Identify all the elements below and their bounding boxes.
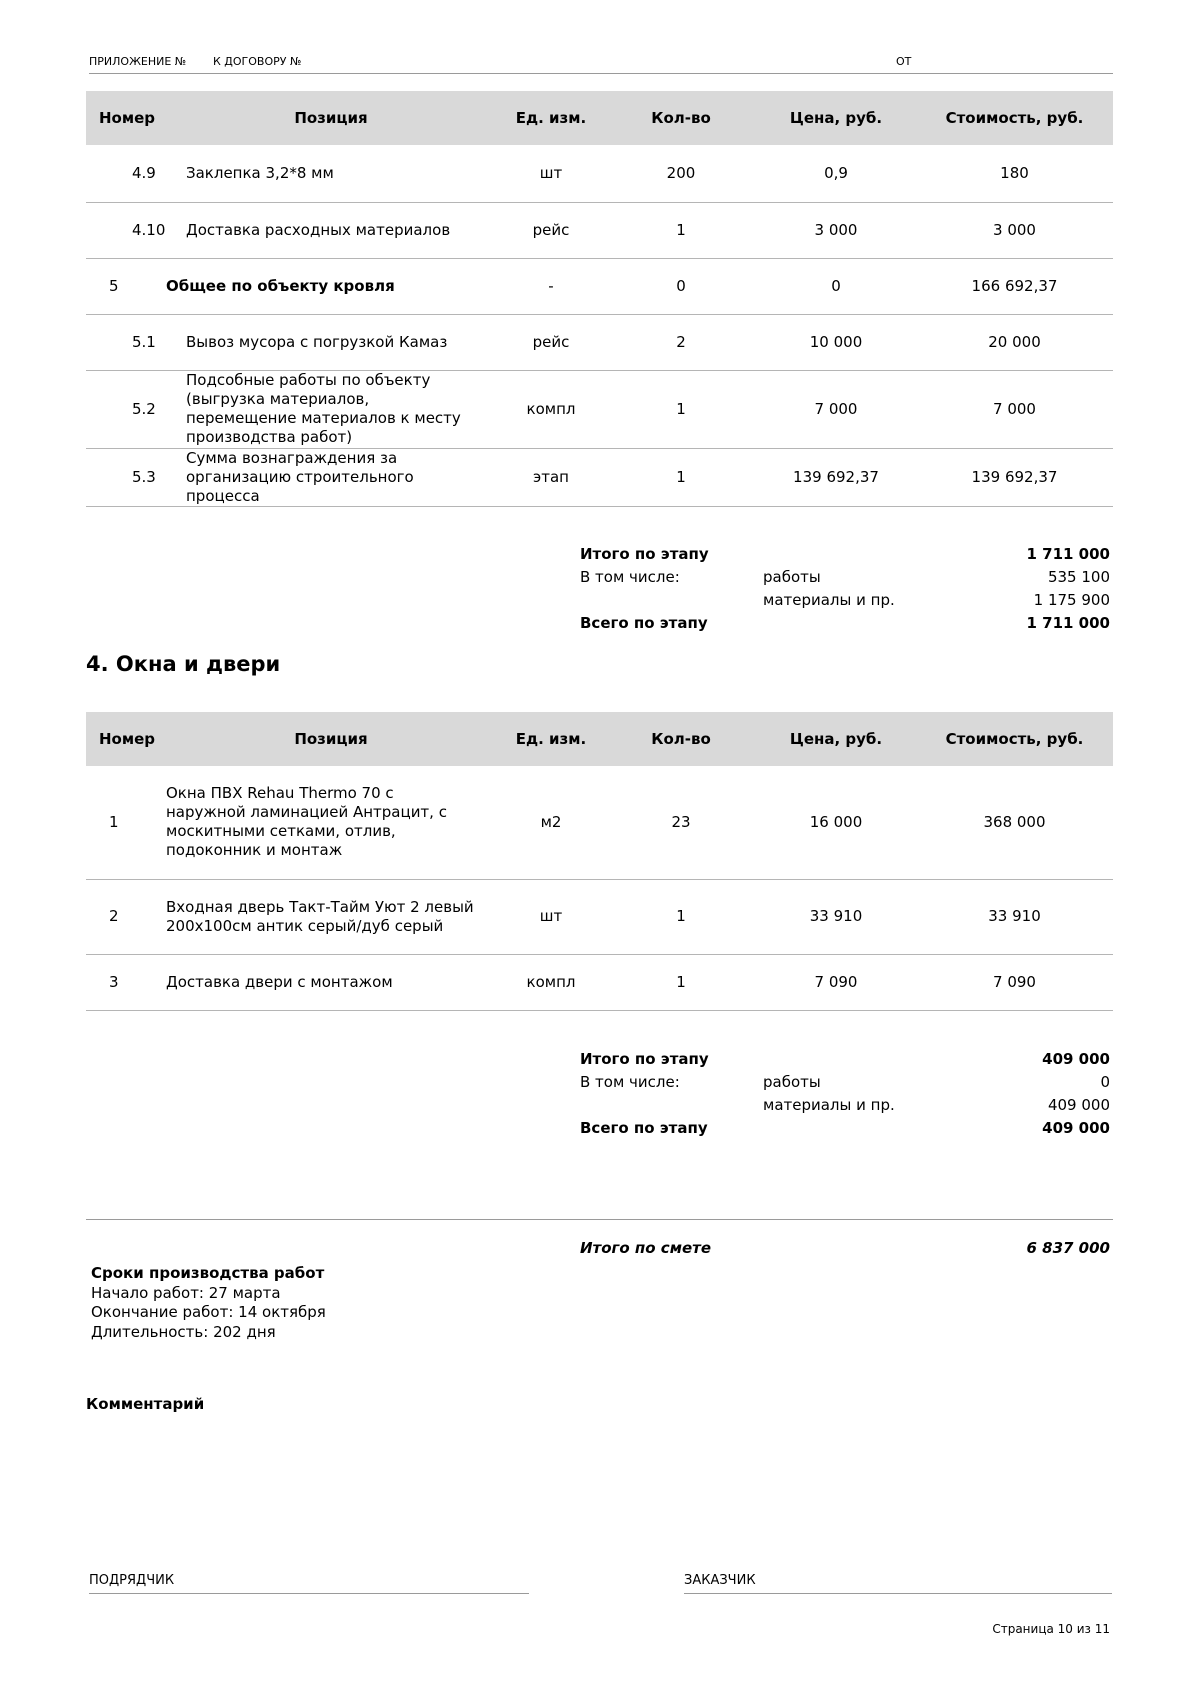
col-header-price: Цена, руб. xyxy=(756,91,916,145)
row-unit: шт xyxy=(496,145,606,202)
row-number: 5.2 xyxy=(86,370,166,448)
table-row xyxy=(86,954,1113,1010)
estimate-total-value: 6 837 000 xyxy=(1026,1239,1110,1257)
including-label: В том числе: xyxy=(580,568,680,586)
stage-total-label: Итого по этапу xyxy=(580,545,709,563)
row-number: 5.1 xyxy=(86,314,166,370)
row-number: 5 xyxy=(86,258,166,314)
row-position: Доставка расходных материалов xyxy=(166,202,496,258)
table-row xyxy=(86,314,1113,370)
row-unit: м2 xyxy=(496,766,606,879)
table-row xyxy=(86,766,1113,879)
row-position: Вывоз мусора с погрузкой Камаз xyxy=(166,314,496,370)
stage-summary-1 xyxy=(580,545,1110,637)
stage-grand-label: Всего по этапу xyxy=(580,614,708,632)
row-cost: 139 692,37 xyxy=(916,448,1113,506)
table-header-row xyxy=(86,91,1113,145)
table-row xyxy=(86,448,1113,506)
col-header-qty: Кол-во xyxy=(606,91,756,145)
works-value: 535 100 xyxy=(1047,568,1110,586)
row-qty: 1 xyxy=(606,202,756,258)
materials-label: материалы и пр. xyxy=(763,591,895,609)
row-position: Заклепка 3,2*8 мм xyxy=(166,145,496,202)
row-price: 3 000 xyxy=(756,202,916,258)
row-cost: 7 000 xyxy=(916,370,1113,448)
row-unit: - xyxy=(496,258,606,314)
col-header-position: Позиция xyxy=(166,712,496,766)
stage-total-label: Итого по этапу xyxy=(580,1050,709,1068)
row-number: 4.9 xyxy=(86,145,166,202)
row-cost: 33 910 xyxy=(916,879,1113,954)
row-price: 139 692,37 xyxy=(756,448,916,506)
table-row xyxy=(86,145,1113,202)
estimate-table-1 xyxy=(86,91,1113,507)
works-value: 0 xyxy=(1100,1073,1110,1091)
contractor-signature xyxy=(89,1573,529,1594)
row-qty: 1 xyxy=(606,954,756,1010)
work-terms xyxy=(91,1264,326,1342)
stage-summary-2 xyxy=(580,1050,1110,1142)
row-position: Входная дверь Такт-Тайм Уют 2 левый 200х100см антик серый/дуб серый xyxy=(166,879,496,954)
table-header-row xyxy=(86,712,1113,766)
col-header-cost: Стоимость, руб. xyxy=(916,712,1113,766)
materials-label: материалы и пр. xyxy=(763,1096,895,1114)
page-number: Страница 10 из 11 xyxy=(992,1622,1110,1636)
materials-value: 409 000 xyxy=(1047,1096,1110,1114)
row-number: 4.10 xyxy=(86,202,166,258)
row-cost: 180 xyxy=(916,145,1113,202)
row-price: 7 090 xyxy=(756,954,916,1010)
materials-value: 1 175 900 xyxy=(1033,591,1110,609)
col-header-qty: Кол-во xyxy=(606,712,756,766)
col-header-cost: Стоимость, руб. xyxy=(916,91,1113,145)
total-divider xyxy=(86,1219,1113,1220)
row-number: 2 xyxy=(86,879,166,954)
estimate-total-label: Итого по смете xyxy=(580,1239,712,1257)
col-header-price: Цена, руб. xyxy=(756,712,916,766)
col-header-unit: Ед. изм. xyxy=(496,91,606,145)
table-row xyxy=(86,370,1113,448)
row-position: Подсобные работы по объекту (выгрузка материалов, перемещение материалов к месту производства работ) xyxy=(166,370,496,448)
row-number: 1 xyxy=(86,766,166,879)
row-position: Общее по объекту кровля xyxy=(166,258,496,314)
col-header-number: Номер xyxy=(86,712,166,766)
stage-grand-value: 1 711 000 xyxy=(1026,614,1110,632)
row-qty: 0 xyxy=(606,258,756,314)
col-header-position: Позиция xyxy=(166,91,496,145)
works-label: работы xyxy=(763,1073,821,1091)
row-qty: 2 xyxy=(606,314,756,370)
work-start: Начало работ: 27 марта xyxy=(91,1283,281,1302)
contract-label: К ДОГОВОРУ № xyxy=(213,55,302,68)
row-unit: этап xyxy=(496,448,606,506)
row-price: 16 000 xyxy=(756,766,916,879)
col-header-number: Номер xyxy=(86,91,166,145)
row-unit: компл xyxy=(496,954,606,1010)
row-cost: 166 692,37 xyxy=(916,258,1113,314)
customer-signature xyxy=(684,1573,1112,1594)
col-header-unit: Ед. изм. xyxy=(496,712,606,766)
work-duration: Длительность: 202 дня xyxy=(91,1322,276,1341)
row-unit: рейс xyxy=(496,202,606,258)
estimate-total xyxy=(580,1239,1110,1257)
table-row-group-total xyxy=(86,258,1113,314)
row-qty: 1 xyxy=(606,879,756,954)
row-cost: 368 000 xyxy=(916,766,1113,879)
stage-total-value: 409 000 xyxy=(1042,1050,1110,1068)
works-label: работы xyxy=(763,568,821,586)
row-cost: 3 000 xyxy=(916,202,1113,258)
row-cost: 20 000 xyxy=(916,314,1113,370)
stage-grand-label: Всего по этапу xyxy=(580,1119,708,1137)
row-qty: 1 xyxy=(606,370,756,448)
row-price: 33 910 xyxy=(756,879,916,954)
date-from-label: ОТ xyxy=(896,55,912,68)
stage-grand-value: 409 000 xyxy=(1042,1119,1110,1137)
row-position: Доставка двери с монтажом xyxy=(166,954,496,1010)
comment-label: Комментарий xyxy=(86,1395,205,1413)
appendix-label: ПРИЛОЖЕНИЕ № xyxy=(89,55,187,68)
row-number: 3 xyxy=(86,954,166,1010)
including-label: В том числе: xyxy=(580,1073,680,1091)
row-number: 5.3 xyxy=(86,448,166,506)
row-cost: 7 090 xyxy=(916,954,1113,1010)
row-price: 0 xyxy=(756,258,916,314)
section-title: 4. Окна и двери xyxy=(86,652,281,676)
work-terms-title: Сроки производства работ xyxy=(91,1264,325,1282)
document-header xyxy=(89,55,1113,74)
row-price: 7 000 xyxy=(756,370,916,448)
row-qty: 1 xyxy=(606,448,756,506)
estimate-table-2 xyxy=(86,712,1113,1011)
row-unit: компл xyxy=(496,370,606,448)
table-row xyxy=(86,202,1113,258)
work-end: Окончание работ: 14 октября xyxy=(91,1303,326,1321)
row-price: 10 000 xyxy=(756,314,916,370)
table-row xyxy=(86,879,1113,954)
stage-total-value: 1 711 000 xyxy=(1026,545,1110,563)
row-unit: шт xyxy=(496,879,606,954)
row-qty: 23 xyxy=(606,766,756,879)
row-position: Окна ПВХ Rehau Thermo 70 с наружной ламинацией Антрацит, с москитными сетками, отлив, подоконник и монтаж xyxy=(166,766,496,879)
row-qty: 200 xyxy=(606,145,756,202)
row-unit: рейс xyxy=(496,314,606,370)
row-price: 0,9 xyxy=(756,145,916,202)
row-position: Сумма вознаграждения за организацию строительного процесса xyxy=(166,448,496,506)
contractor-label: ПОДРЯДЧИК xyxy=(89,1573,175,1588)
customer-label: ЗАКАЗЧИК xyxy=(684,1573,756,1588)
